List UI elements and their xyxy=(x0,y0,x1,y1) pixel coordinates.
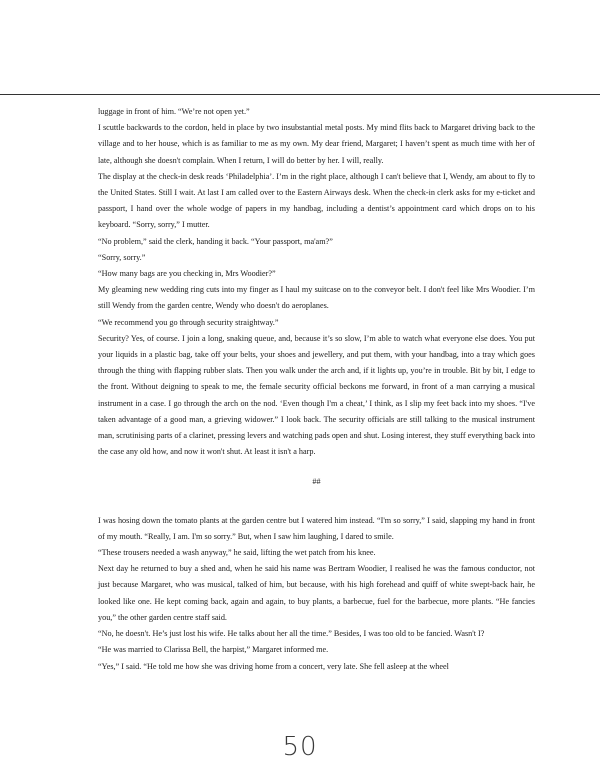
paragraph: “No problem,” said the clerk, handing it back. “Your passport, ma'am?” xyxy=(98,236,333,246)
paragraph: Next day he returned to buy a shed and, when he said his name was Bertram Woodier, I realised he was the famous conductor, not just because Margaret, who was musical, talked of him, but because, with his high forehead and quiff of white swept-back hair, he looked like one. He kept coming back, again and again, to buy plants, a barbecue, fuel for the barbecue, more plants. “He fancies you,” the other garden centre staff said. xyxy=(98,564,535,622)
header-rule xyxy=(0,94,600,95)
paragraph: “Yes,” I said. “He told me how she was driving home from a concert, very late. She fell asleep at the wheel xyxy=(98,661,449,671)
paragraph: I was hosing down the tomato plants at the garden centre but I watered him instead. “I'm so sorry,” I said, slapping my hand in front of my mouth. “Really, I am. I'm so sorry.” But, when I saw him laughing, I dared to smile. xyxy=(98,515,535,541)
paragraph: Security? Yes, of course. I join a long, snaking queue, and, because it’s so slow, I’m able to watch what everyone else does. You put your liquids in a plastic bag, take off your belts, your shoes and jewellery, and put them, with your handbag, into a tray which goes through the thing with flapping rubber slats. Then you walk under the arch and, if it lights up, you’re in trouble. Bit by bit, I edge to the front. Without deigning to speak to me, the female security official beckons me forward, in front of a man carrying a musical instrument in a case. I go through the arch on the nod. ‘Even though I'm a cheat,’ I think, as I slip my feet back into my shoes. “I've taken advantage of a good man, a grieving widower.” I look back. The security officials are still talking to the musical instrument man, scrutinising parts of a clarinet, pressing levers and watching pads open and shut. Losing interest, they stuff everything back into the case any old how, and now it won't shut. At least it isn't a harp. xyxy=(98,333,535,457)
paragraph: “These trousers needed a wash anyway,” he said, lifting the wet patch from his knee. xyxy=(98,548,376,558)
paragraph: The display at the check-in desk reads ‘Philadelphia’. I’m in the right place, although I can't believe that I, Wendy, am about to fly to the United States. Still I wait. At last I am called over to the Eastern Airways desk. When the check-in clerk asks for my e-ticket and passport, I hand over the whole wodge of papers in my handbag, including a dentist’s appointment card which drops on to his keyboard. “Sorry, sorry,” I mutter. xyxy=(98,171,535,230)
page-number: 50 xyxy=(282,732,318,762)
paragraph: My gleaming new wedding ring cuts into my finger as I haul my suitcase on to the conveyor belt. I don't feel like Mrs Woodier. I’m still Wendy from the garden centre, Wendy who doesn't do aeroplanes. xyxy=(98,285,535,311)
paragraph: “He was married to Clarissa Bell, the harpist,” Margaret informed me. xyxy=(98,645,329,655)
paragraph: “Sorry, sorry.” xyxy=(98,252,146,262)
paragraph: “No, he doesn't. He’s just lost his wife. He talks about her all the time.” Besides, I was too old to be fancied. Wasn't I? xyxy=(98,629,485,639)
paragraph: “How many bags are you checking in, Mrs Woodier?” xyxy=(98,269,276,279)
page-body xyxy=(98,104,535,675)
section-before xyxy=(98,104,535,460)
paragraph: I scuttle backwards to the cordon, held in place by two insubstantial metal posts. My mind flits back to Margaret driving back to the village and to her house, which is as familiar to me as my own. My dear friend, Margaret; I haven’t spent as much time with her of late, although she doesn't complain. When I return, I will do better by her. I will, really. xyxy=(98,123,535,165)
paragraph: luggage in front of him. “We’re not open yet.” xyxy=(98,107,250,116)
section-separator: ## xyxy=(312,477,321,487)
section-after xyxy=(98,513,535,675)
paragraph: “We recommend you go through security straightway.” xyxy=(98,317,279,327)
